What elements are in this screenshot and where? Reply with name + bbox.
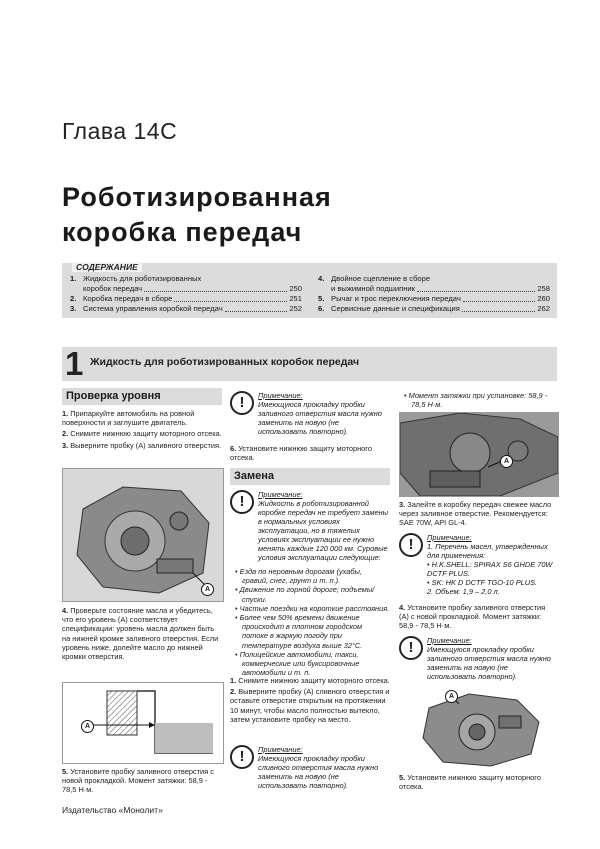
note-1: ! Примечание: Имеющуюся прокладку пробки заливного отверстия масла нужно заменить на новую (не использовать повторно). [230, 391, 390, 435]
toc-item[interactable]: 4. Двойное сцепление в сборе [318, 274, 431, 283]
warning-icon: ! [230, 745, 254, 769]
gearbox-photo-1 [62, 468, 224, 602]
step: 2. Снимите нижнюю защиту моторного отсека. [62, 429, 222, 439]
toc-item[interactable]: 1. Жидкость для роботизированных [70, 274, 202, 283]
toc-page: 252 [289, 304, 302, 313]
section-title: Жидкость для роботизированных коробок передач [90, 356, 360, 368]
toc-right-column [318, 274, 550, 314]
column-3-step3: 3. Залейте в коробку передач свежее масло через заливное отверстие. Рекомендуется: SAE 70W, API GL-4. [399, 500, 552, 528]
callout-a: A [81, 720, 94, 733]
list-item: • Езда по неровным дорогам (ухабы, гравий, снег, грунт и т. п.). [235, 567, 363, 586]
column-3-step5: 5. Установите нижнюю защиту моторного отсека. [399, 773, 541, 792]
callout-a: A [445, 690, 458, 703]
step: 1. Припаркуйте автомобиль на ровной поверхности и заглушите двигатель. [62, 409, 195, 428]
callout-a: A [201, 583, 214, 596]
note-4: ! Примечание: 1. Перечень масел, утвержденных для применения: • H.K.SHELL: SPIRAX S6 GHDE 70W DCTF PLUS. • SK: HK D DCTF TGO-10 PLUS. 2. Объем: 1,9 – 2,0 л. [399, 533, 557, 601]
gearbox-photo-3 [399, 688, 557, 768]
toc-page: 250 [289, 284, 302, 293]
warning-icon: ! [399, 533, 423, 557]
section-number: 1 [65, 345, 84, 382]
list-item: • Частые поездки на короткие расстояния. [235, 603, 390, 613]
column-1-steps [62, 409, 222, 452]
toc-page: 262 [537, 304, 550, 313]
list-item: • Полицейские автомобили, такси, коммерческие или буксировочные автомобили и т. п. [235, 649, 360, 678]
toc-item[interactable]: 2. Коробка передач в сборе 251 [70, 294, 302, 303]
list-item: • Более чем 50% времени движение происходит в плотном городском потоке в жаркую погоду при температуре воздуха выше 32°С. [235, 613, 363, 650]
title-line-2: коробка передач [62, 217, 303, 247]
toc-item[interactable]: 6. Сервисные данные и спецификация 262 [318, 304, 550, 313]
callout-a: A [500, 455, 513, 468]
oil-level-diagram [62, 682, 224, 764]
note-3: ! Примечание: Имеющуюся прокладку пробки сливного отверстия масла нужно заменить на новую (не использовать повторно). [230, 745, 390, 789]
column-2-step6: 6. Установите нижнюю защиту моторного отсека. [230, 444, 372, 463]
table-of-contents [62, 263, 557, 318]
toc-left-column [70, 274, 302, 314]
toc-item-cont[interactable]: коробок передач 250 [83, 284, 302, 293]
gearbox-top-illustration [399, 688, 557, 768]
list-item: • Движение по горной дороге; подъемы/спуски. [235, 585, 375, 604]
subheading-level-check: Проверка уровня [62, 388, 222, 405]
torque-spec: • Момент затяжки при установке: 58,9 - 78,5 Н·м. [404, 391, 548, 410]
column-3-step4: 4. Установите пробку заливного отверстия (A) с новой прокладкой. Момент затяжки: 58,9 - 78,5 Н·м. [399, 603, 546, 631]
toc-label: СОДЕРЖАНИЕ [72, 262, 142, 272]
column-1-step5: 5. Установите пробку заливного отверстия с новой прокладкой. Момент затяжки: 58,9 - 78,5 Н·м. [62, 767, 214, 795]
drain-plug-illustration [400, 413, 558, 496]
column-1-step4: 4. Проверьте состояние масла и убедитесь, что его уровень (A) соответствует спецификации: уровень масла должен быть на нижней кромке заливного отверстия. Если уровень ниже, долейте масло до нижней кромки отверстия. [62, 606, 219, 662]
toc-item-cont[interactable]: и выжимной подшипник 258 [331, 284, 550, 293]
toc-item[interactable]: 3. Система управления коробкой передач 252 [70, 304, 302, 313]
page-title [62, 180, 332, 250]
step: 3. Выверните пробку (A) заливного отверстия. [62, 440, 222, 450]
section-header [62, 347, 557, 381]
toc-page: 258 [537, 284, 550, 293]
gearbox-photo-2 [399, 412, 559, 497]
warning-icon: ! [230, 490, 254, 514]
note-5: ! Примечание: Имеющуюся прокладку пробки заливного отверстия масла нужно заменить на новую (не использовать повторно). [399, 636, 557, 684]
note-2: ! Примечание: Жидкость в роботизированной коробке передач не требует замены в нормальных условиях эксплуатации, но в тяжелых условиях эксплуатации ее нужно менять каждые 120 000 км. Суровые условия эксплуатации следующие: [230, 490, 390, 670]
column-2-steps: 1. Снимите нижнюю защиту моторного отсека. 2. Выверните пробку (A) сливного отверстия и оставьте отверстие открытым на протяжении 10 минут, чтобы масло полностью вытекло, затем установите пробку на место. [230, 676, 390, 724]
chapter-label: Глава 14C [62, 118, 178, 144]
title-line-1: Роботизированная [62, 182, 332, 212]
toc-item[interactable]: 5. Рычаг и трос переключения передач 260 [318, 294, 550, 303]
warning-icon: ! [399, 636, 423, 660]
severe-conditions-list [230, 567, 390, 677]
toc-page: 260 [537, 294, 550, 303]
publisher-footer: Издательство «Монолит» [62, 805, 163, 815]
gearbox-illustration [63, 469, 223, 601]
subheading-replacement: Замена [230, 468, 390, 485]
warning-icon: ! [230, 391, 254, 415]
toc-page: 251 [289, 294, 302, 303]
